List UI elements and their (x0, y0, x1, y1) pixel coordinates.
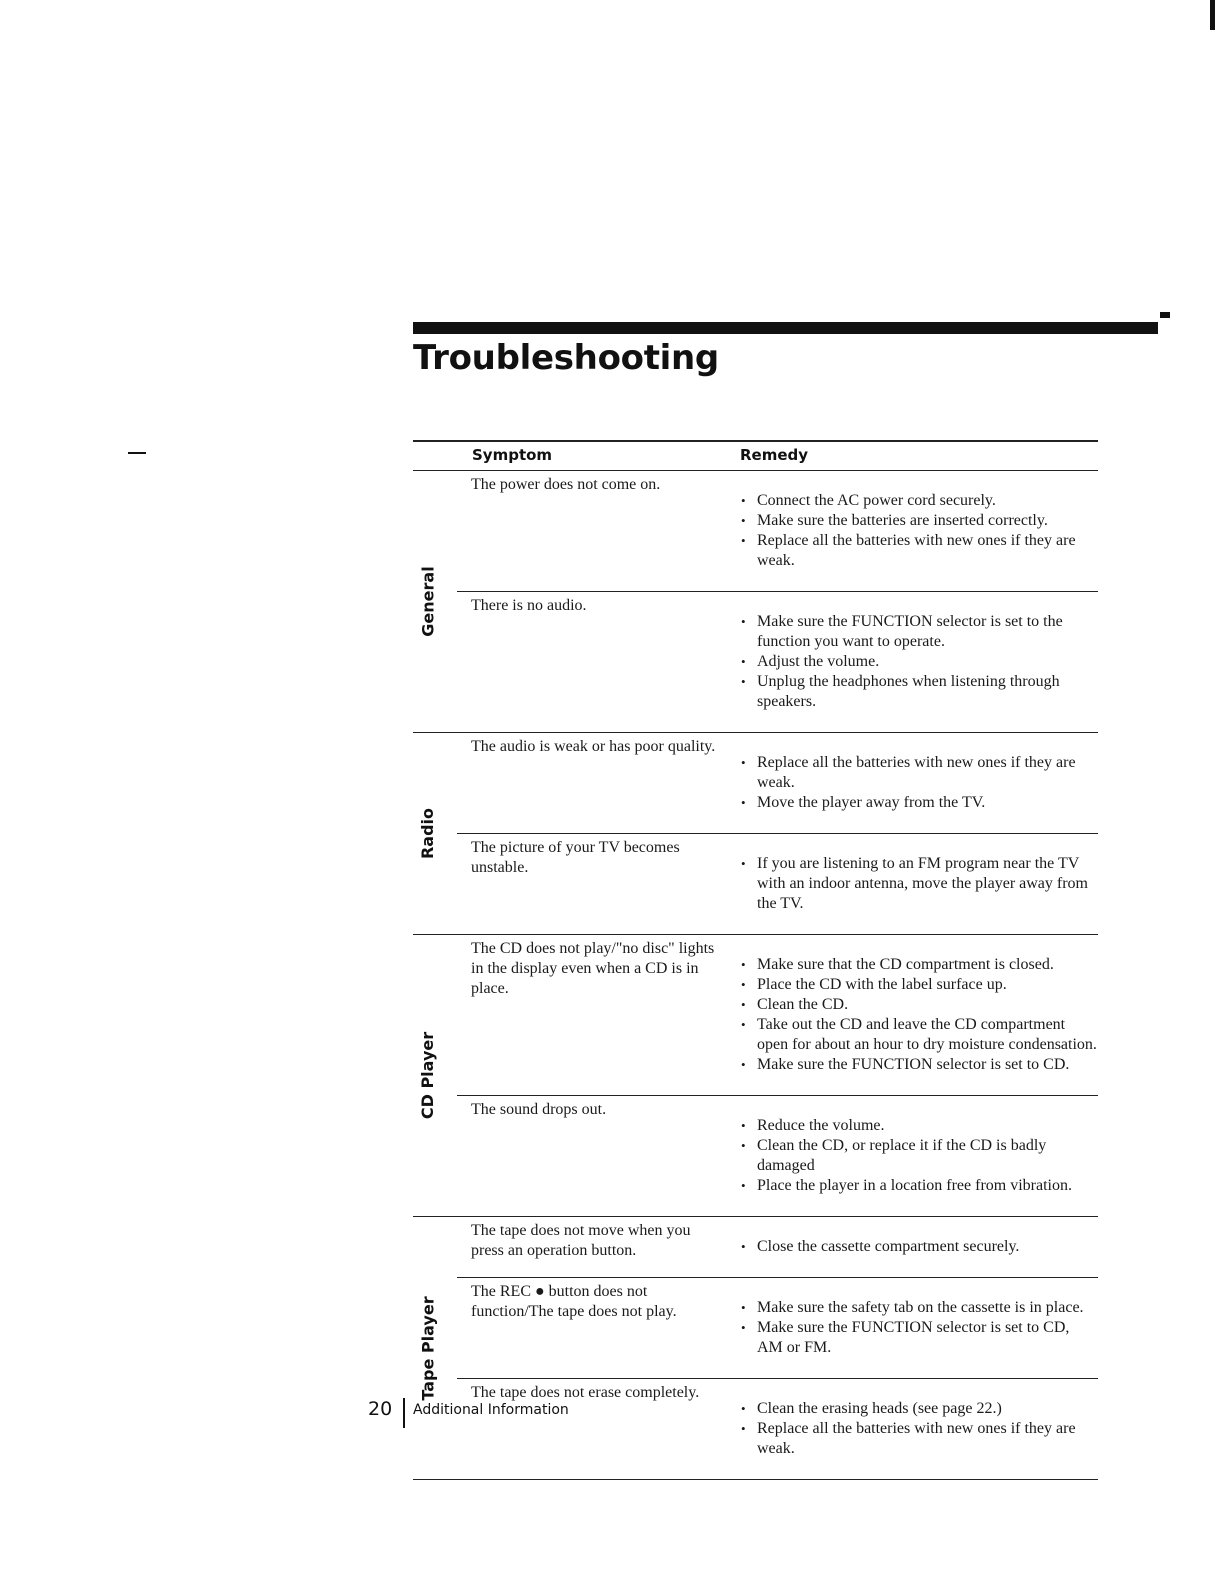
symptom-header: Symptom (472, 446, 553, 464)
section-label (413, 733, 443, 934)
table-row (457, 1378, 1098, 1479)
remedy-item: • Make sure the FUNCTION selector is set to the function you want to operate. (739, 612, 1098, 652)
remedy-item: • Close the cassette compartment securely. (739, 1237, 1098, 1257)
table-row (457, 1095, 1098, 1216)
symptom-cell: There is no audio. (471, 597, 587, 614)
symptom-cell: The tape does not move when you press an operation button. (471, 1222, 691, 1259)
remedy-item: • Clean the CD, or replace it if the CD is badly damaged (739, 1136, 1098, 1176)
table-row (457, 1277, 1098, 1378)
section-label (413, 471, 443, 732)
table-row (457, 833, 1098, 934)
remedy-list (739, 955, 1098, 1075)
remedy-header: Remedy (740, 446, 809, 464)
remedy-item: • Make sure the safety tab on the cassette is in place. (739, 1298, 1098, 1318)
remedy-item: • Place the CD with the label surface up. (739, 975, 1098, 995)
table-body (413, 471, 1098, 1480)
remedy-item: • Clean the CD. (739, 995, 1098, 1015)
table-header (413, 440, 1098, 471)
remedy-item: • Clean the erasing heads (see page 22.) (739, 1399, 1098, 1419)
remedy-item: • Make sure the FUNCTION selector is set to CD, AM or FM. (739, 1318, 1098, 1358)
section-label-text: Radio (418, 807, 438, 860)
remedy-item: • Replace all the batteries with new ones if they are weak. (739, 1419, 1098, 1459)
footer-divider (403, 1398, 405, 1428)
section-cd-player (413, 935, 1098, 1217)
symptom-cell: The tape does not erase completely. (471, 1384, 700, 1401)
remedy-item: • Replace all the batteries with new ones if they are weak. (739, 753, 1098, 793)
troubleshooting-table (413, 440, 1098, 1480)
remedy-list (739, 753, 1098, 813)
table-row (457, 1217, 1098, 1277)
remedy-item: • Connect the AC power cord securely. (739, 491, 1098, 511)
scan-mark (1210, 0, 1215, 30)
remedy-list (739, 1399, 1098, 1459)
remedy-list (739, 1116, 1098, 1196)
section-label-text: General (418, 566, 438, 637)
remedy-item: • Take out the CD and leave the CD compartment open for about an hour to dry moisture condensation. (739, 1015, 1098, 1055)
section-label-text: CD Player (418, 1031, 438, 1120)
remedy-item: • Make sure that the CD compartment is closed. (739, 955, 1098, 975)
remedy-item: • Reduce the volume. (739, 1116, 1098, 1136)
remedy-list (739, 612, 1098, 712)
symptom-cell: The REC ● button does not function/The tape does not play. (471, 1283, 677, 1320)
title-rule (413, 322, 1158, 334)
footer-section-title: Additional Information (413, 1402, 569, 1418)
remedy-list (739, 491, 1098, 571)
remedy-list (739, 854, 1098, 914)
remedy-item: • Make sure the FUNCTION selector is set to CD. (739, 1055, 1098, 1075)
symptom-cell: The CD does not play/"no disc" lights in the display even when a CD is in place. (471, 940, 715, 997)
remedy-list (739, 1237, 1098, 1257)
scan-mark (1160, 312, 1170, 318)
symptom-cell: The power does not come on. (471, 476, 661, 493)
table-row (457, 471, 1098, 591)
remedy-item: • Adjust the volume. (739, 652, 1098, 672)
table-row (457, 935, 1098, 1095)
section-general (413, 471, 1098, 733)
remedy-item: • Place the player in a location free from vibration. (739, 1176, 1098, 1196)
remedy-item: • Unplug the headphones when listening through speakers. (739, 672, 1098, 712)
remedy-item: • If you are listening to an FM program near the TV with an indoor antenna, move the player away from the TV. (739, 854, 1098, 914)
symptom-cell: The sound drops out. (471, 1101, 607, 1118)
section-label (413, 1217, 443, 1479)
section-label-text: Tape Player (418, 1295, 438, 1401)
section-radio (413, 733, 1098, 935)
table-row (457, 591, 1098, 732)
section-tape-player (413, 1217, 1098, 1480)
section-label (413, 935, 443, 1216)
scan-mark (128, 452, 146, 454)
remedy-item: • Make sure the batteries are inserted correctly. (739, 511, 1098, 531)
remedy-item: • Move the player away from the TV. (739, 793, 1098, 813)
table-row (457, 733, 1098, 833)
page-number: 20 (368, 1398, 393, 1420)
remedy-item: • Replace all the batteries with new ones if they are weak. (739, 531, 1098, 571)
symptom-cell: The audio is weak or has poor quality. (471, 738, 716, 755)
symptom-cell: The picture of your TV becomes unstable. (471, 839, 680, 876)
page-title: Troubleshooting (413, 338, 719, 378)
remedy-list (739, 1298, 1098, 1358)
